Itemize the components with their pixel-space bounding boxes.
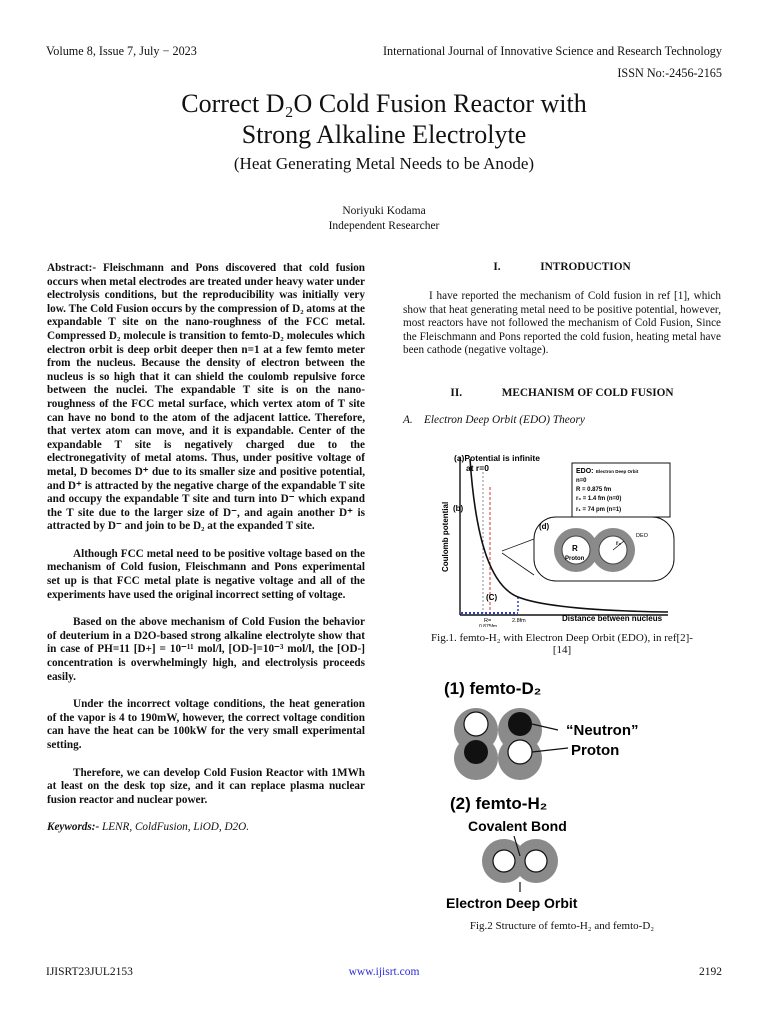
section2-title: MECHANISM OF COLD FUSION <box>501 387 674 399</box>
neutron-label: “Neutron” <box>566 722 639 739</box>
abstract-paragraph-2: Although FCC metal need to be positive voltage based on the mechanism of Cold fusion, Fleischmann and Pons experimental set up is that FCC metal plate is negative voltage and all of the experiments have used the original incorrect setting of voltage. <box>47 547 365 601</box>
x-axis-label: Distance between nucleus <box>562 614 663 623</box>
label-a2: at r=0 <box>466 463 489 473</box>
issn: ISSN No:-2456-2165 <box>617 66 722 80</box>
edo-n0: n=0 <box>576 478 587 484</box>
proton-2 <box>508 740 532 764</box>
paper-title-line1: Correct D₂O Cold Fusion Reactor with <box>181 89 587 118</box>
inset-pointer-2 <box>502 553 534 575</box>
abstract-column <box>47 262 365 835</box>
abstract-paragraph-5: Therefore, we can develop Cold Fusion Reactor with 1MWh at least on the desk top size, and it can replace plasma nuclear fusion reactor and nuclear power. <box>47 766 365 806</box>
label-c: (C) <box>486 593 498 602</box>
footer-website-link[interactable]: www.ijisrt.com <box>348 966 420 978</box>
tick-r: R= <box>484 618 492 624</box>
volume-info: Volume 8, Issue 7, July − 2023 <box>46 44 197 58</box>
edo-R: R = 0.875 fm <box>576 487 612 493</box>
edo-subtitle: Electron Deep Orbit <box>596 469 639 474</box>
section2-heading <box>403 387 721 399</box>
edo-title: EDO: <box>576 468 594 475</box>
h2-proton-right <box>525 850 547 872</box>
abstract-paragraph-4: Under the incorrect voltage conditions, the heat generation of the vapor is 4 to 190mW, however, the correct voltage condition can have the heat can be 100kW for the very small experimental setting. <box>47 698 365 751</box>
covalent-bond-label: Covalent Bond <box>468 818 567 834</box>
deo-label: DEO <box>636 533 648 539</box>
proton-label: Proton <box>565 556 585 562</box>
footer-page-number: 2192 <box>699 966 722 978</box>
section2-number: II. <box>450 387 463 399</box>
femto-d2-title: (1) femto-D₂ <box>444 679 542 698</box>
proton-R-label: R <box>572 544 578 553</box>
label-d: (d) <box>539 522 550 531</box>
label-b: (b) <box>453 504 464 513</box>
keywords-label: Keywords:- <box>47 821 100 834</box>
footer-paper-id: IJISRT23JUL2153 <box>46 966 133 978</box>
h2-proton-left <box>493 850 515 872</box>
keywords-text: LENR, ColdFusion, LiOD, D2O. <box>102 821 250 834</box>
femto-h2-title: (2) femto-H₂ <box>450 794 548 813</box>
abstract-paragraph-1 <box>47 262 365 534</box>
y-axis-label: Coulomb potential <box>441 501 450 572</box>
journal-name: International Journal of Innovative Science and Research Technology <box>382 44 722 58</box>
abstract-paragraph-3: Based on the above mechanism of Cold Fusion the behavior of deuterium in a D2O-based strong alkaline electrolyte show that in case of PH=11 [D+] = 10⁻¹¹ mol/l, [OD-]=10⁻³ mol/l, the [OD-] concentration is overwhelmingly high, and electrolysis proceeds easily. <box>47 616 365 683</box>
edo-r0: r₀ = 1.4 fm (n=0) <box>576 496 622 502</box>
neutron-1 <box>508 712 532 736</box>
tick-fm: 2.8fm <box>512 618 526 624</box>
author-name: Noriyuki Kodama <box>342 205 426 217</box>
subsection-a-heading: A. Electron Deep Orbit (EDO) Theory <box>403 414 585 426</box>
label-a: (a)Potential is infinite <box>454 453 540 463</box>
abstract-text: Fleischmann and Pons discovered that cold fusion occurs when metal electrodes are treated under heavy water under electrolysis conditions, but the reproducibility was initially very low. The Cold Fusion occurs by the compression of D₂ atoms at the expandable T site on the nano-roughness of the FCC metal. Compressed D₂ molecule is transition to femto-D₂ molecules which electron orbit is deep orbit deeper then n=1 at a few femto meter from the nucleus. Because the density of electron between the nucleus is so high that it can shield the coulomb repulsive force between the nuclei. The expandable T site is on the nano-roughness of the FCC metal surface, which vertex atom of T site can have no bond to the atom of the adjacent lattice. Therefore, that vertex atom can move, and it is expandable. Center of the expandable T site is negatively charged due to the electronegativity of metal atoms. Thus, under positive voltage of metal, D becomes D⁺ due to its smaller size and positive potential, and D⁺ is attracted by the negative charge of the expandable T site and occupy the expandable T site and turn into D⁻ which expand the T site due to the larger size of D⁻, and again another D⁺ is attracted by D⁻ and join to be D₂ at the expanded T site. <box>47 262 366 533</box>
edo-r1: r₁ = 74 pm (n=1) <box>576 507 622 513</box>
figure2-caption: Fig.2 Structure of femto-H₂ and femto-D₂ <box>469 920 655 932</box>
figure1-caption-line2: [14] <box>552 644 572 656</box>
section1-title: INTRODUCTION <box>540 261 631 273</box>
intro-paragraph: I have reported the mechanism of Cold fusion in ref [1], which show that heat generating metal need to be positive potential, however, most reactors have not followed the mechanism of Cold Fusion, Since the Fleischmann and Pons reported the cold fusion, heating metal have been cathode (negative voltage). <box>403 290 721 357</box>
proton-1 <box>464 712 488 736</box>
figure1-caption-line1: Fig.1. femto-H₂ with Electron Deep Orbit (EDO), in ref[2]- <box>431 632 693 644</box>
author-affiliation: Independent Researcher <box>328 220 440 232</box>
r0-label: r₀ <box>616 541 622 547</box>
tick-r-value: 0.875fm <box>479 624 498 627</box>
neutron-2 <box>464 740 488 764</box>
figure1-diagram <box>438 447 700 627</box>
edo-label-fig2: Electron Deep Orbit <box>446 895 578 911</box>
section1-number: I. <box>493 261 501 273</box>
inset-pointer-1 <box>502 539 534 551</box>
section1-heading <box>403 261 721 273</box>
intro-column <box>403 290 721 358</box>
figure2-diagram <box>440 672 690 912</box>
proton-label-fig2: Proton <box>571 742 620 759</box>
keywords <box>47 821 365 835</box>
abstract-label: Abstract:- <box>47 262 97 274</box>
paper-title-line2: Strong Alkaline Electrolyte <box>241 120 527 149</box>
paper-subtitle: (Heat Generating Metal Needs to be Anode) <box>233 154 535 173</box>
figure1-caption <box>403 632 721 656</box>
